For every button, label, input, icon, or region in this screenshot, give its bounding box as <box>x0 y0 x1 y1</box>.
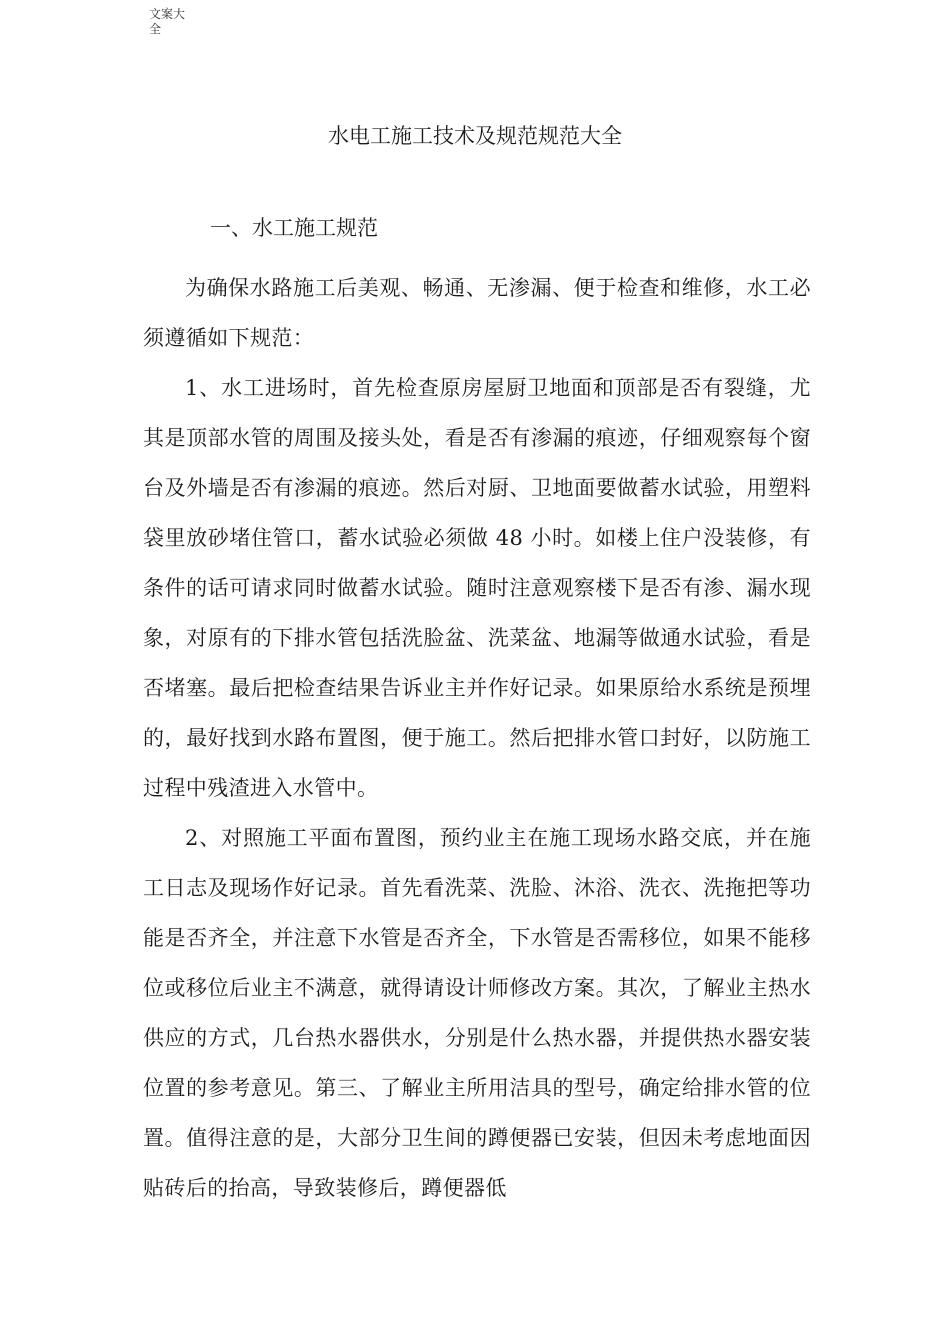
paragraph-intro: 为确保水路施工后美观、畅通、无渗漏、便于检查和维修，水工必须遵循如下规范： <box>143 276 811 350</box>
paragraph-item-1: 1、水工进场时，首先检查原房屋厨卫地面和顶部是否有裂缝，尤其是顶部水管的周围及接头处，看是否有渗漏的痕迹，仔细观察每个窗台及外墙是否有渗漏的痕迹。然后对厨、卫地面要做蓄水试验，用塑料袋里放砂堵住管口，蓄水试验必须做 48 小时。如楼上住户没装修，有条件的话可请求同时做蓄水试验。随时注意观察楼下是否有渗、漏水现象，对原有的下排水管包括洗脸盆、洗菜盆、地漏等做通水试验，看是否堵塞。最后把检查结果告诉业主并作好记录。如果原给水系统是预埋的，最好找到水路布置图，便于施工。然后把排水管口封好，以防施工过程中残渣进入水管中。 <box>143 376 811 800</box>
section-heading: 一、水工施工规范 <box>210 216 378 240</box>
paragraph-item-2: 2、对照施工平面布置图，预约业主在施工现场水路交底，并在施工日志及现场作好记录。首先看洗菜、洗脸、沐浴、洗衣、洗拖把等功能是否齐全，并注意下水管是否齐全，下水管是否需移位，如果不能移位或移位后业主不满意，就得请设计师修改方案。其次，了解业主热水供应的方式，几台热水器供水，分别是什么热水器，并提供热水器安装位置的参考意见。第三、了解业主所用洁具的型号，确定给排水管的位置。值得注意的是，大部分卫生间的蹲便器已安装，但因未考虑地面因贴砖后的抬高，导致装修后，蹲便器低 <box>143 826 811 1200</box>
document-body <box>143 214 811 1213</box>
document-title: 水电工施工技术及规范规范大全 <box>328 124 622 148</box>
header-mark: 文案大全 <box>149 7 186 36</box>
